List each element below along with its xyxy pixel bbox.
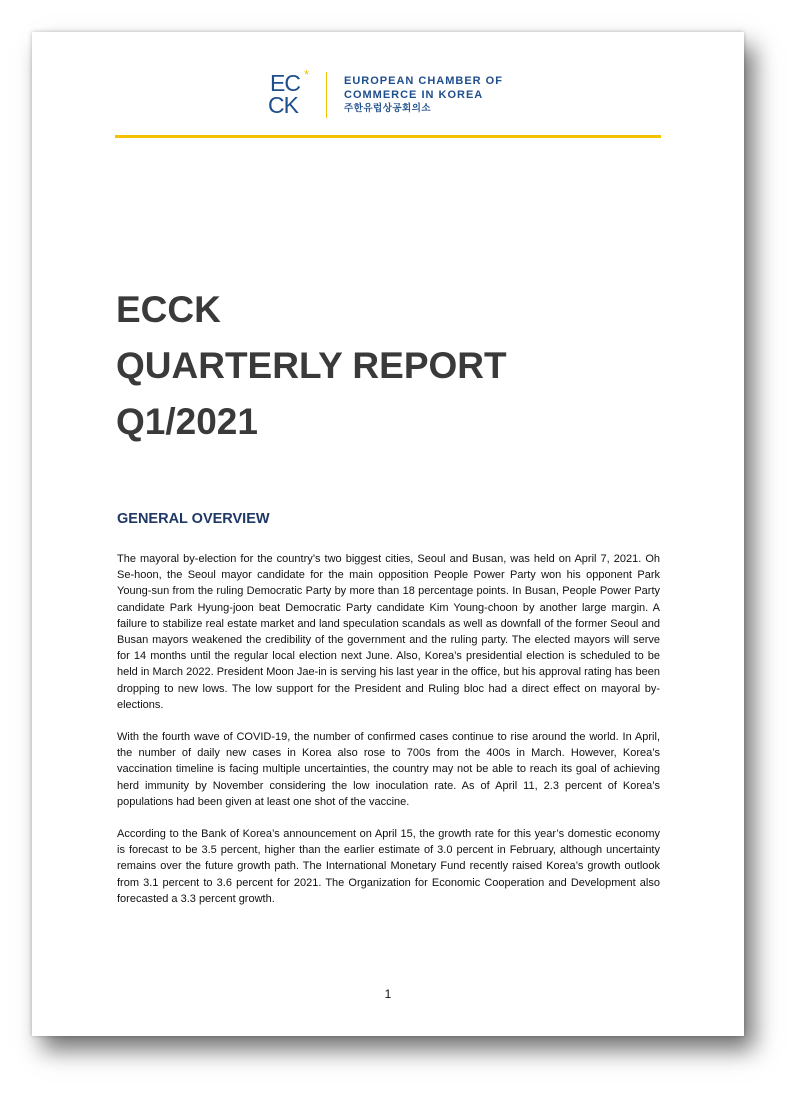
title-line3: Q1/2021: [116, 401, 258, 442]
paragraph: The mayoral by-election for the country’s two biggest cities, Seoul and Busan, was held on April 7, 2021. Oh Se-hoon, the Seoul mayor candidate for the main opposition People Power Party won his opponent Park Young-sun from the ruling Democratic Party by more than 18 percentage points. In Busan, People Power Party candidate Park Hyung-joon beat Democratic Party candidate Kim Young-choon by another large margin. A failure to stabilize real estate market and land speculation scandals as well as downfall of the former Seoul and Busan mayors weakened the credibility of the government and the ruling party. The elected mayors will serve for 14 months until the regular local election next June. Also, Korea’s presidential election is scheduled to be held in March 2022. President Moon Jae-in is serving his last year in the office, but his approval rating has been dropping to new lows. The low support for the President and Ruling bloc had a direct effect on mayoral by-elections.: [117, 553, 660, 711]
document-page: [32, 32, 744, 1036]
ecck-logo: [268, 67, 528, 124]
body-text: [117, 551, 660, 923]
logo-wordmark: [344, 74, 503, 116]
logo-name-line1: EUROPEAN CHAMBER OF: [344, 75, 503, 87]
title-line2: QUARTERLY REPORT: [116, 345, 507, 386]
logo-mark: [268, 67, 312, 124]
logo-star-icon: *: [304, 67, 309, 82]
paragraph: With the fourth wave of COVID-19, the number of confirmed cases continue to rise around the world. In April, the number of daily new cases in Korea also rose to 700s from the 400s in March. However, Korea’s vaccination timeline is facing multiple uncertainties, the country may not be able to reach its goal of achieving herd immunity by November considering the low inoculation rate. As of April 11, 2.3 percent of Korea’s populations had been given at least one shot of the vaccine.: [117, 731, 660, 808]
header-rule: [115, 135, 661, 138]
logo-mark-line1: EC: [270, 70, 300, 96]
report-title: [116, 282, 507, 450]
logo-mark-line2: CK: [268, 92, 298, 118]
page-number: 1: [384, 987, 392, 1001]
logo-divider: [326, 72, 327, 118]
paragraph: According to the Bank of Korea’s announcement on April 15, the growth rate for this year’s domestic economy is forecast to be 3.5 percent, higher than the earlier estimate of 3.0 percent in February, although uncertainty remains over the future growth path. The International Monetary Fund recently raised Korea’s growth outlook from 3.1 percent to 3.6 percent for 2021. The Organization for Economic Cooperation and Development also forecasted a 3.3 percent growth.: [117, 828, 660, 905]
logo-name-korean: 주한유럽상공회의소: [344, 103, 432, 114]
section-heading: GENERAL OVERVIEW: [117, 511, 270, 527]
logo-name-line2: COMMERCE IN KOREA: [344, 89, 484, 101]
title-line1: ECCK: [116, 289, 221, 330]
